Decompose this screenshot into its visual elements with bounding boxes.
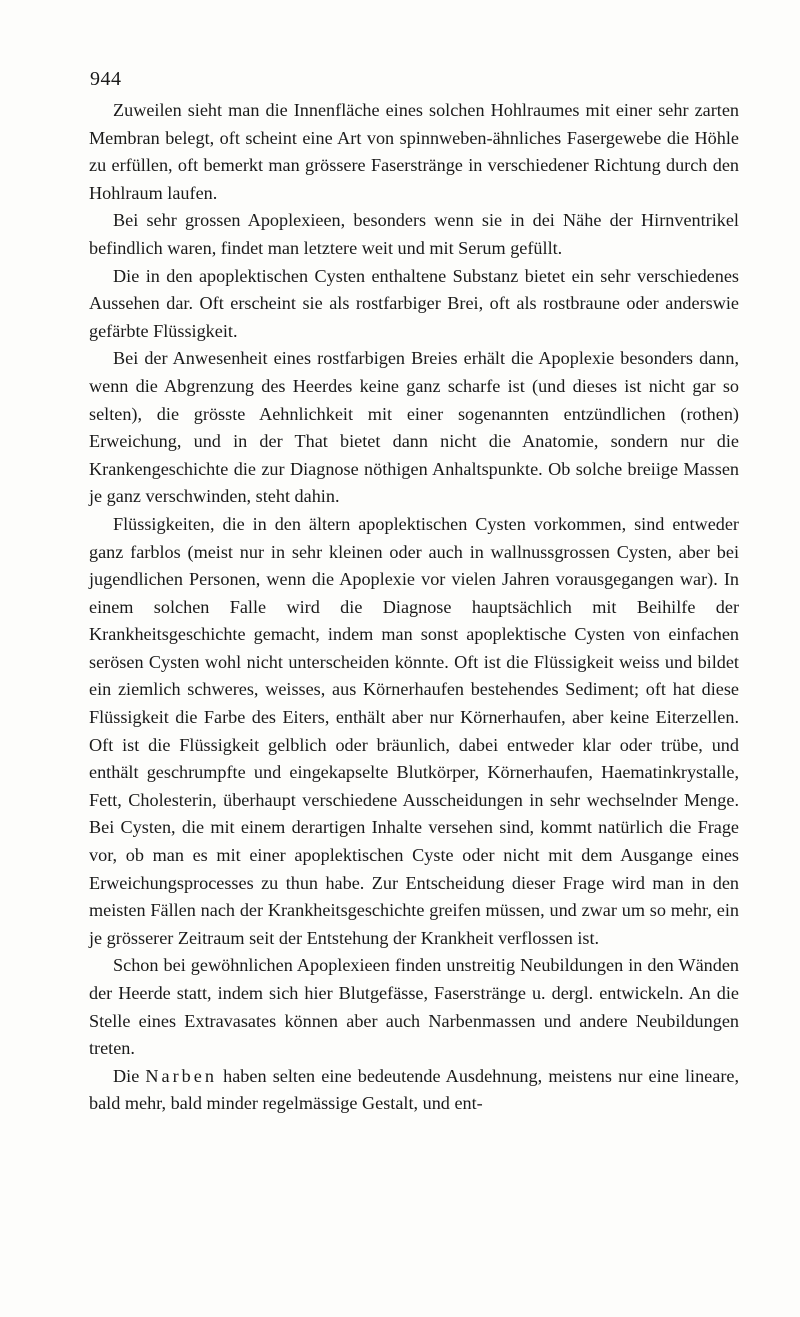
paragraph-2: Bei sehr grossen Apoplexieen, besonders wenn sie in dei Nähe der Hirnventrikel befindlich waren, findet man letztere weit und mit Serum gefüllt.: [89, 210, 739, 258]
body-text: [89, 97, 739, 1118]
page-number: 944: [90, 68, 122, 90]
paragraph-6: Schon bei gewöhnlichen Apoplexieen finden unstreitig Neubildungen in den Wänden der Heerde statt, indem sich hier Blutgefässe, Faserstränge u. dergl. entwickeln. An die Stelle eines Extravasates können aber auch Narbenmassen und andere Neubildungen treten.: [89, 955, 739, 1059]
paragraph-7-text: haben selten eine bedeutende Ausdehnung, meistens nur eine lineare, bald mehr, bald minder regelmässige Gestalt, und ent-: [89, 1065, 739, 1114]
paragraph-3: Die in den apoplektischen Cysten enthaltene Substanz bietet ein sehr verschiedenes Aussehen dar. Oft erscheint sie als rostfarbiger Brei, oft als rostbraune oder anderswie gefärbte Flüssigkeit.: [89, 265, 739, 341]
paragraph-5: Flüssigkeiten, die in den ältern apoplektischen Cysten vorkommen, sind entweder ganz farblos (meist nur in sehr kleinen oder auch in wallnussgrossen Cysten, aber bei jugendlichen Personen, wenn die Apoplexie vor vielen Jahren vorausgegangen war). In einem solchen Falle wird die Diagnose hauptsächlich mit Beihilfe der Krankheitsgeschichte gemacht, indem man sonst apoplektische Cysten von einfachen serösen Cysten wohl nicht unterscheiden könnte. Oft ist die Flüssigkeit weiss und bildet ein ziemlich schweres, weisses, aus Körnerhaufen bestehendes Sediment; oft hat diese Flüssigkeit die Farbe des Eiters, enthält aber nur Körnerhaufen, aber keine Eiterzellen. Oft ist die Flüssigkeit gelblich oder bräunlich, dabei entweder klar oder trübe, und enthält geschrumpfte und eingekapselte Blutkörper, Körnerhaufen, Haematinkrystalle, Fett, Cholesterin, überhaupt verschiedene Ausscheidungen in sehr wechselnder Menge. Bei Cysten, die mit einem derartigen Inhalte versehen sind, kommt natürlich die Frage vor, ob man es mit einer apoplektischen Cyste oder nicht mit dem Ausgange eines Erweichungsprocesses zu thun habe. Zur Entscheidung dieser Frage wird man in den meisten Fällen nach der Krankheitsgeschichte greifen müssen, und zwar um so mehr, ein je grösserer Zeitraum seit der Entstehung der Krankheit verflossen ist.: [89, 513, 739, 948]
paragraph-7: [89, 1063, 739, 1118]
paragraph-4: Bei der Anwesenheit eines rostfarbigen Breies erhält die Apoplexie besonders dann, wenn die Abgrenzung des Heerdes keine ganz scharfe ist (und dieses ist nicht gar so selten), die grösste Aehnlichkeit mit einer sogenannten entzündlichen (rothen) Erweichung, und in der That bietet dann nicht die Anatomie, sondern nur die Krankengeschichte die zur Diagnose nöthigen Anhaltspunkte. Ob solche breiige Massen je ganz verschwinden, steht dahin.: [89, 348, 739, 507]
emphasized-term: Narben: [145, 1065, 217, 1086]
paragraph-1: Zuweilen sieht man die Innenfläche eines solchen Hohlraumes mit einer sehr zarten Membran belegt, oft scheint eine Art von spinnweben-ähnliches Fasergewebe die Höhle zu erfüllen, oft bemerkt man grössere Faserstränge in verschiedener Richtung durch den Hohlraum laufen.: [89, 100, 739, 203]
paragraph-7-lead: Die: [113, 1065, 140, 1086]
